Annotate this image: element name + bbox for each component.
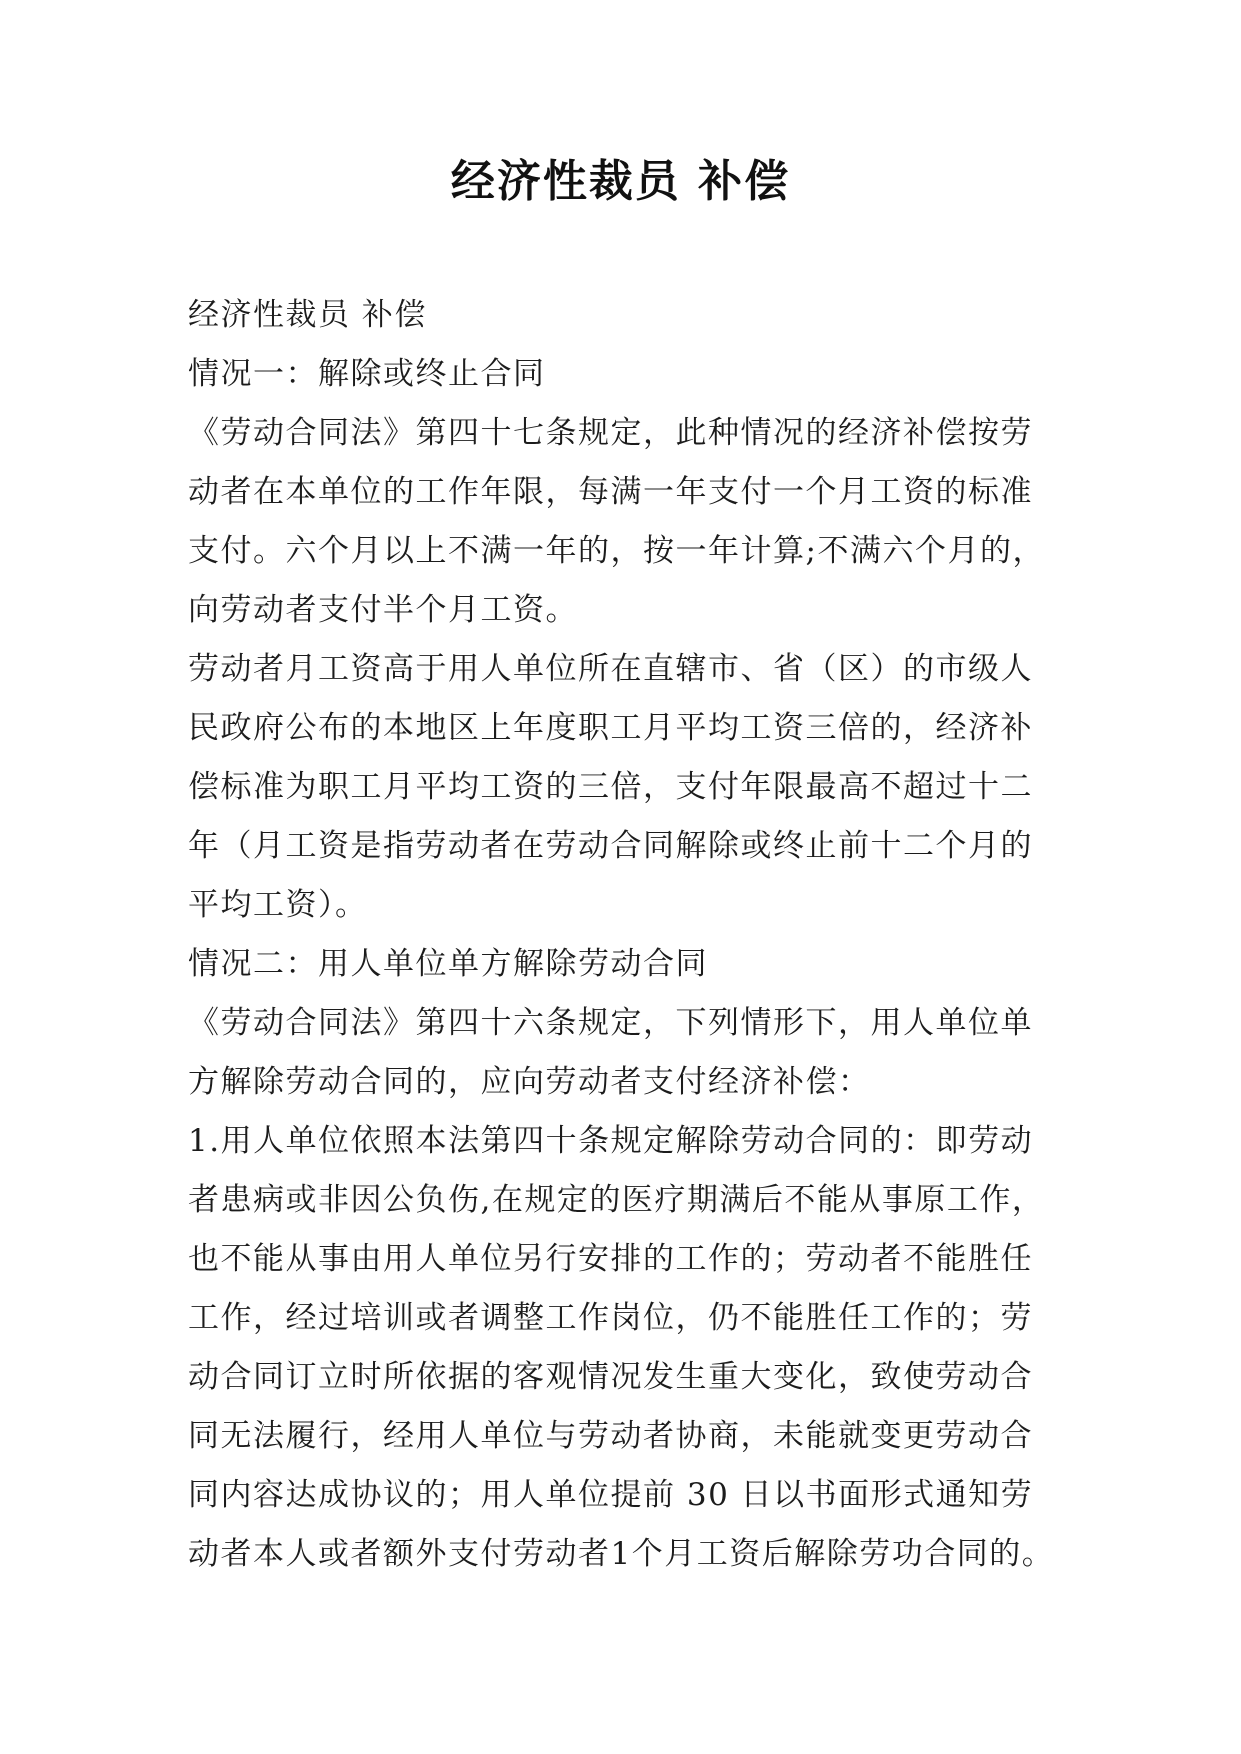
body-line: 动合同订立时所依据的客观情况发生重大变化，致使劳动合: [188, 1359, 1033, 1395]
body-line: 年（月工资是指劳动者在劳动合同解除或终止前十二个月的: [188, 828, 1033, 864]
body-line: 动者本人或者额外支付劳动者1个月工资后解除劳功合同的。: [188, 1536, 1055, 1572]
body-line: 民政府公布的本地区上年度职工月平均工资三倍的，经济补: [188, 710, 1033, 746]
body-line: 同无法履行，经用人单位与劳动者协商，未能就变更劳动合: [188, 1418, 1033, 1454]
body-line: 工作，经过培训或者调整工作岗位，仍不能胜任工作的；劳: [188, 1300, 1033, 1336]
body-line: 支付。六个月以上不满一年的，按一年计算;不满六个月的，: [188, 533, 1045, 569]
body-line: 经济性裁员 补偿: [188, 297, 427, 333]
body-line: 同内容达成协议的；用人单位提前 30 日以书面形式通知劳: [188, 1477, 1034, 1513]
document-title: 经济性裁员 补偿: [450, 156, 791, 207]
body-line: 者患病或非因公负伤,在规定的医疗期满后不能从事原工作，: [188, 1182, 1045, 1218]
body-line: 平均工资）。: [188, 887, 368, 923]
body-line: 情况二：用人单位单方解除劳动合同: [188, 946, 708, 982]
body-line: 1.用人单位依照本法第四十条规定解除劳动合同的：即劳动: [188, 1123, 1034, 1159]
body-line: 也不能从事由用人单位另行安排的工作的；劳动者不能胜任: [188, 1241, 1033, 1277]
body-line: 偿标准为职工月平均工资的三倍，支付年限最高不超过十二: [188, 769, 1033, 805]
body-line: 方解除劳动合同的，应向劳动者支付经济补偿：: [188, 1064, 871, 1100]
body-line: 向劳动者支付半个月工资。: [188, 592, 578, 628]
body-line: 《劳动合同法》第四十七条规定，此种情况的经济补偿按劳: [188, 415, 1033, 451]
body-line: 《劳动合同法》第四十六条规定，下列情形下，用人单位单: [188, 1005, 1033, 1041]
document-body: [188, 286, 1068, 1584]
body-line: 情况一：解除或终止合同: [188, 356, 546, 392]
body-line: 劳动者月工资高于用人单位所在直辖市、省（区）的市级人: [188, 651, 1033, 687]
body-line: 动者在本单位的工作年限，每满一年支付一个月工资的标准: [188, 474, 1033, 510]
